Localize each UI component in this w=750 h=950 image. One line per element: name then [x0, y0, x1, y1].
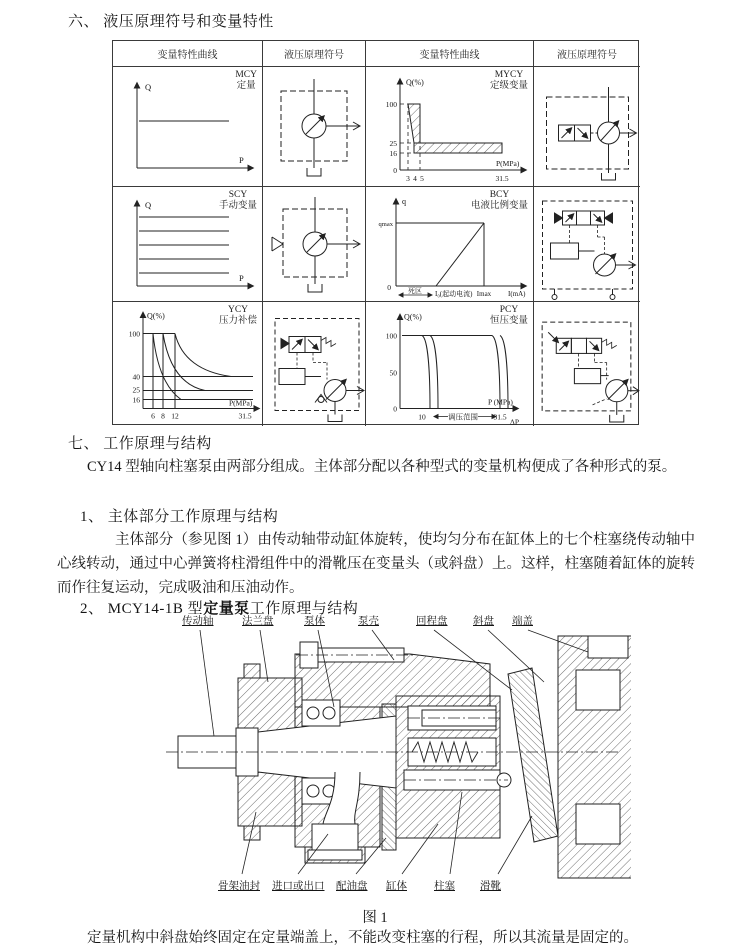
mcy-symbol-cell: [263, 67, 366, 187]
sub2-heading-pre: 2、 MCY14-1B 型: [80, 601, 204, 617]
intro-paragraph: CY14 型轴向柱塞泵由两部分组成。主体部分配以各种型式的变量机构便成了各种形式的泵。: [87, 459, 677, 475]
pcy-xtick-10: 10: [418, 412, 426, 422]
table-header-symbol-1: 液压原理符号: [263, 41, 366, 67]
label-pump-body: 泵体: [304, 616, 325, 627]
mycy-caption: [490, 70, 528, 92]
pump-cross-section-figure: [156, 612, 631, 904]
label-piston: 柱塞: [434, 881, 455, 892]
mcy-x-label: P: [239, 155, 244, 165]
ycy-xtick-8: 8: [161, 411, 165, 421]
scy-code: SCY: [228, 190, 248, 200]
mycy-pump-symbol-icon: [534, 67, 640, 186]
label-end-cover: 端盖: [512, 616, 533, 627]
scy-y-label: Q: [145, 200, 152, 210]
ycy-xtick-12: 12: [171, 411, 179, 421]
table-header-curve-2: 变量特性曲线: [366, 41, 534, 67]
mycy-curve-cell: [366, 67, 534, 187]
table-header-symbol-2: 液压原理符号: [534, 41, 640, 67]
closing-paragraph: 定量机构中斜盘始终固定在定量端盖上，不能改变柱塞的行程，所以其流量是固定的。: [87, 930, 638, 946]
label-inlet-outlet: 进口或出口: [272, 881, 325, 892]
scy-symbol-cell: [263, 187, 366, 302]
ycy-x-label: P(MPa): [229, 398, 253, 408]
pcy-range-label: 调压范围: [448, 412, 478, 422]
ycy-y-label: Q(%): [147, 311, 165, 321]
label-return-plate: 回程盘: [416, 616, 448, 627]
pcy-caption: [490, 305, 528, 327]
bcy-pump-symbol-icon: [534, 187, 640, 301]
mycy-xtick-4: 4: [413, 174, 417, 183]
scy-caption: [219, 190, 257, 212]
mcy-name: 定量: [236, 81, 256, 91]
pcy-name: 恒压变量: [489, 316, 528, 326]
pcy-symbol-cell: [534, 302, 640, 426]
sub2-heading-post: 工作原理与结构: [249, 601, 359, 617]
mycy-ytick-0: 0: [393, 166, 397, 175]
section7-heading: 七、 工作原理与结构: [68, 436, 212, 452]
figure-caption: 图 1: [362, 910, 388, 926]
label-swash-plate: 斜盘: [473, 616, 494, 627]
ycy-xtick-315: 31.5: [238, 411, 252, 421]
ycy-ytick-16: 16: [132, 395, 140, 405]
sub1-heading: 1、 主体部分工作原理与结构: [80, 509, 279, 525]
pcy-ytick-0: 0: [393, 404, 397, 414]
symbol-characteristics-table: [112, 40, 639, 425]
ycy-name: 压力补偿: [218, 316, 257, 326]
pcy-y-label: Q(%): [404, 312, 422, 322]
ycy-pump-symbol-icon: [263, 302, 365, 426]
mycy-xtick-3: 3: [406, 174, 410, 183]
ycy-curve-cell: [113, 302, 263, 426]
ycy-ytick-25: 25: [132, 385, 140, 395]
scy-name: 手动变量: [218, 201, 257, 211]
label-slipper: 滑靴: [480, 881, 501, 892]
pcy-pump-symbol-icon: [534, 302, 640, 426]
scy-pump-symbol-icon: [263, 187, 365, 301]
mcy-code: MCY: [235, 70, 257, 80]
pcy-curve-cell: [366, 302, 534, 426]
label-oil-seal: 骨架油封: [218, 881, 260, 892]
bcy-ytick-qmax: qmax: [378, 221, 393, 228]
ycy-caption: [219, 305, 257, 327]
mycy-ytick-100: 100: [385, 100, 397, 109]
pcy-ytick-100: 100: [385, 331, 397, 341]
mcy-pump-symbol-icon: [263, 67, 365, 186]
ycy-xtick-6: 6: [151, 411, 155, 421]
bcy-name: 电液比例变量: [470, 201, 528, 211]
pcy-x-label: P (MPa): [488, 397, 513, 407]
mcy-y-label: Q: [145, 82, 152, 92]
bcy-x-label: I(mA): [508, 290, 526, 298]
ycy-ytick-40: 40: [132, 372, 140, 382]
label-drive-shaft: 传动轴: [182, 616, 214, 627]
sub2-heading-bold: 定量泵: [203, 601, 250, 617]
bcy-caption: [471, 190, 528, 212]
pcy-ytick-50: 50: [389, 368, 397, 378]
label-flange: 法兰盘: [242, 616, 274, 627]
bcy-imax-label: Imax: [476, 290, 492, 298]
bcy-code: BCY: [489, 190, 510, 200]
bcy-deadzone-label: 死区: [408, 287, 422, 295]
mycy-xtick-315: 31.5: [495, 174, 509, 183]
mycy-x-label: P(MPa): [496, 159, 520, 168]
bcy-curve-cell: [366, 187, 534, 302]
ycy-code: YCY: [227, 305, 249, 315]
label-cylinder-block: 缸体: [386, 881, 407, 892]
sub1-paragraph: 主体部分（参见图 1）由传动轴带动缸体旋转，使均匀分布在缸体上的七个柱塞绕传动轴中心线转动，通过中心弹簧将柱滑组件中的滑靴压在变量头（或斜盘）上。这样，柱塞随着缸体的旋转而作往复运动，完成吸油和压油动作。: [57, 532, 695, 596]
pump-cross-section-drawing: [156, 612, 631, 904]
pcy-dp-label: ΔP: [510, 417, 519, 426]
scy-curve-cell: [113, 187, 263, 302]
pcy-xtick-315: 31.5: [493, 412, 507, 422]
scy-x-label: P: [239, 273, 244, 283]
mcy-caption: [235, 70, 257, 92]
manual-lever-icon: [272, 237, 283, 251]
mycy-y-label: Q(%): [406, 78, 424, 87]
mycy-xtick-315a: 5: [420, 174, 424, 183]
pcy-code: PCY: [499, 305, 519, 315]
mycy-ytick-16: 16: [389, 149, 397, 158]
label-pump-casing: 泵壳: [358, 616, 379, 627]
ycy-symbol-cell: [263, 302, 366, 426]
mcy-curve-cell: [113, 67, 263, 187]
mycy-name: 定级变量: [489, 81, 528, 91]
mycy-ytick-25: 25: [389, 139, 397, 148]
ycy-ytick-100: 100: [128, 329, 140, 339]
bcy-y-label: q: [402, 197, 406, 206]
mycy-code: MYCY: [494, 70, 524, 80]
mycy-symbol-cell: [534, 67, 640, 187]
bcy-symbol-cell: [534, 187, 640, 302]
section6-heading: 六、 液压原理符号和变量特性: [68, 14, 274, 30]
label-valve-plate: 配油盘: [336, 881, 368, 892]
bcy-origin: 0: [387, 283, 391, 292]
table-header-curve-1: 变量特性曲线: [113, 41, 263, 67]
bcy-i0-label: I₀(起动电流): [435, 290, 473, 298]
